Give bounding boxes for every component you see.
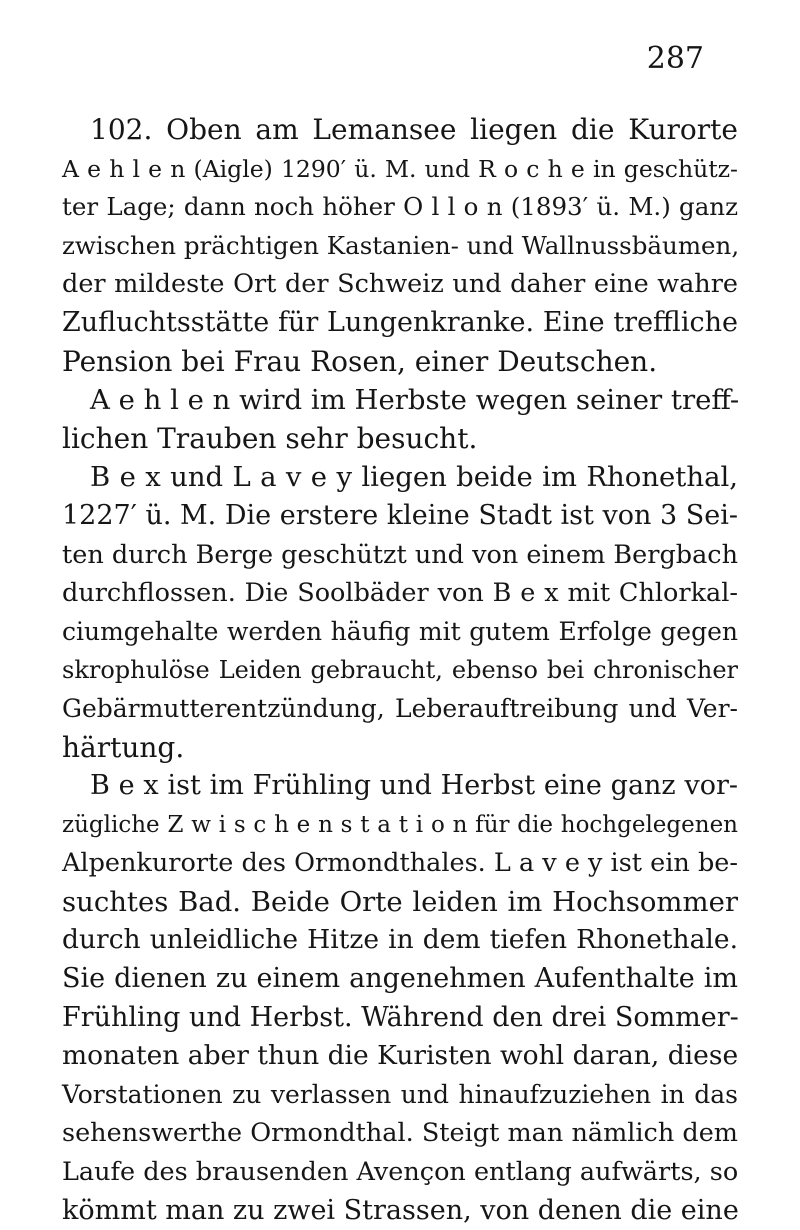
text-line: A e h l e n wird im Herbste wegen seiner treff- <box>90 384 740 417</box>
page-number: 287 <box>646 41 704 76</box>
text-line: lichen Trauben sehr besucht. <box>62 421 478 455</box>
text-line: Zufluchtsstätte für Lungenkranke. Eine treffliche <box>62 306 738 338</box>
text-line: durch unleidliche Hitze in dem tiefen Rhonethale. <box>62 924 738 956</box>
text-line: zügliche Z w i s c h e n s t a t i o n für die hochgelegenen <box>62 811 738 838</box>
text-line: B e x ist im Frühling und Herbst eine ganz vor- <box>90 770 738 802</box>
text-line: ter Lage; dann noch höher O l l o n (1893′ ü. M.) ganz <box>62 192 738 222</box>
text-line: A e h l e n (Aigle) 1290′ ü. M. und R o c h e in geschütz- <box>62 154 738 183</box>
text-line: Pension bei Frau Rosen, einer Deutschen. <box>62 344 658 378</box>
text-line: 1227′ ü. M. Die erstere kleine Stadt ist von 3 Sei- <box>62 499 738 531</box>
body-text <box>62 111 738 1230</box>
text-line: monaten aber thun die Kuristen wohl daran, diese <box>62 1040 739 1072</box>
text-line: Frühling und Herbst. Während den drei Sommer- <box>62 1001 739 1033</box>
text-line: durchflossen. Die Soolbäder von B e x mit Chlorkal- <box>62 578 738 609</box>
text-line: suchtes Bad. Beide Orte leiden im Hochsommer <box>62 885 738 918</box>
text-line: 102. Oben am Lemansee liegen die Kurorte <box>90 113 738 146</box>
text-line: Gebärmutterentzündung, Leberauftreibung und Ver- <box>62 693 738 723</box>
text-line: B e x und L a v e y liegen beide im Rhonethal, <box>90 461 738 494</box>
text-line: kömmt man zu zwei Strassen, von denen die eine <box>62 1194 739 1226</box>
text-line: härtung. <box>62 730 185 764</box>
text-line: zwischen prächtigen Kastanien- und Wallnussbäumen, <box>62 230 740 260</box>
text-line: Vorstationen zu verlassen und hinaufzuziehen in das <box>62 1079 738 1109</box>
text-line: Sie dienen zu einem angenehmen Aufenthalte im <box>62 963 738 995</box>
text-line: der mildeste Ort der Schweiz und daher eine wahre <box>62 269 738 300</box>
text-line: ciumgehalte werden häufig mit gutem Erfolge gegen <box>62 616 738 646</box>
text-line: ten durch Berge geschützt und von einem Bergbach <box>62 539 738 570</box>
text-line: Alpenkurorte des Ormondthales. L a v e y ist ein be- <box>62 848 738 879</box>
text-line: sehenswerthe Ormondthal. Steigt man nämlich dem <box>62 1118 738 1149</box>
text-line: skrophulöse Leiden gebraucht, ebenso bei chronischer <box>62 656 738 685</box>
text-line: Laufe des brausenden Avençon entlang aufwärts, so <box>62 1157 739 1188</box>
